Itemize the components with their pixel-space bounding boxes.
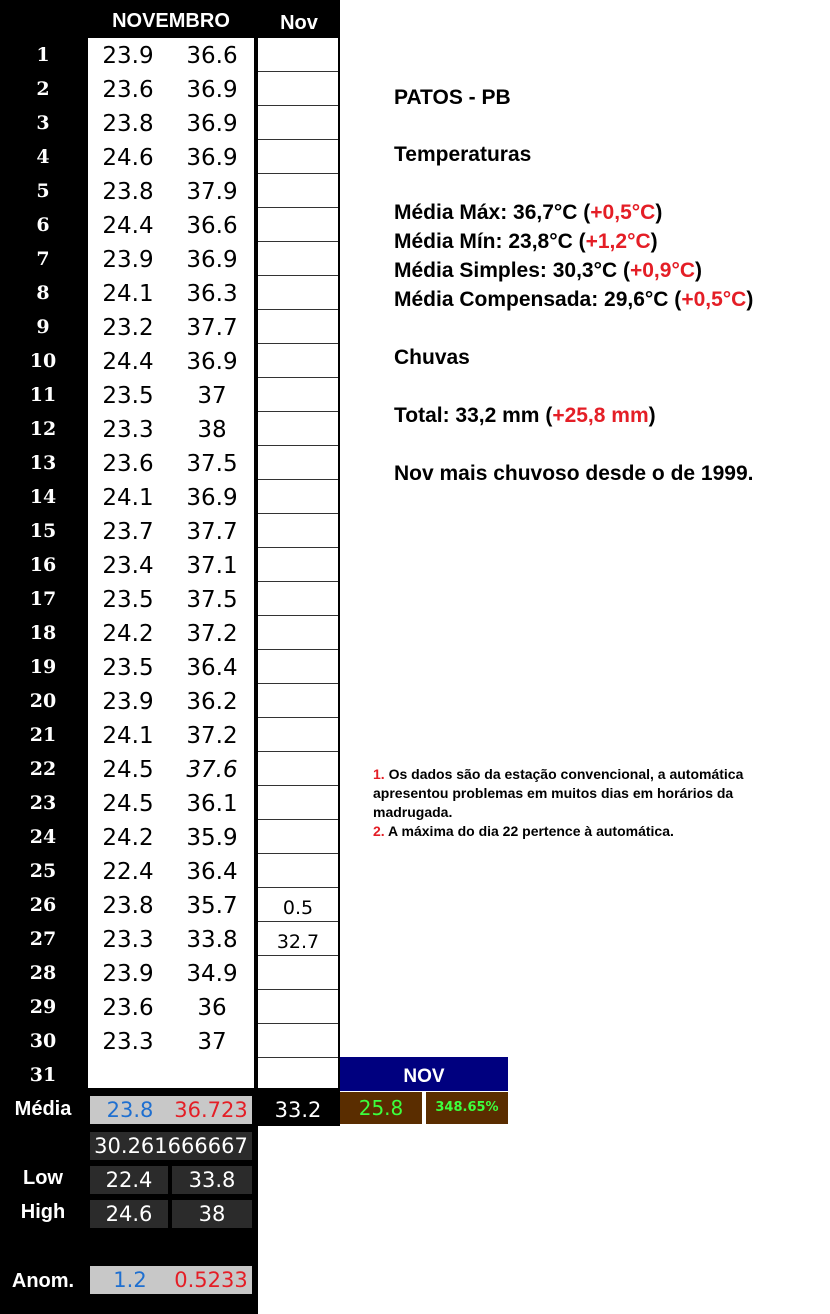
day-number: 17 xyxy=(29,588,57,610)
rain-value xyxy=(258,650,338,684)
max-temp: 36.6 xyxy=(186,213,238,239)
day-number: 1 xyxy=(36,44,50,66)
rain-value xyxy=(258,684,338,718)
min-temp: 23.6 xyxy=(102,451,154,477)
min-temp: 24.2 xyxy=(102,621,154,647)
max-temp: 33.8 xyxy=(186,927,238,953)
rain-value xyxy=(258,106,338,140)
anom-min: 1.2 xyxy=(90,1266,170,1294)
rain-value xyxy=(258,38,338,72)
max-temp: 36.9 xyxy=(186,247,238,273)
max-temp: 37 xyxy=(197,1029,227,1055)
min-temp: 23.6 xyxy=(102,995,154,1021)
day-number: 4 xyxy=(36,146,50,168)
max-temp: 36 xyxy=(197,995,227,1021)
max-temp: 37.7 xyxy=(186,519,238,545)
max-temp: 36.9 xyxy=(186,145,238,171)
nov-value: 25.8 xyxy=(340,1092,422,1124)
min-temp: 24.4 xyxy=(102,349,154,375)
min-temp: 24.1 xyxy=(102,281,154,307)
media-simples-line: Média Simples: 30,3°C (+0,9°C) xyxy=(394,259,703,282)
min-temp: 23.4 xyxy=(102,553,154,579)
rain-total: 33.2 xyxy=(274,1098,322,1122)
min-temp: 23.9 xyxy=(102,961,154,987)
rain-value xyxy=(258,174,338,208)
min-temp: 23.3 xyxy=(102,1029,154,1055)
day-number: 21 xyxy=(29,724,57,746)
max-temp: 37.6 xyxy=(186,757,238,783)
rain-value xyxy=(258,242,338,276)
high-min: 24.6 xyxy=(90,1200,168,1228)
rain-value xyxy=(258,616,338,650)
anom-max: 0.5233 xyxy=(170,1266,252,1294)
rain-value xyxy=(258,412,338,446)
day-number: 28 xyxy=(29,962,57,984)
rain-value xyxy=(258,548,338,582)
min-temp: 23.8 xyxy=(102,111,154,137)
day-number: 15 xyxy=(29,520,57,542)
rain-value xyxy=(258,378,338,412)
rain-value: 0.5 xyxy=(258,888,338,922)
day-number: 2 xyxy=(36,78,50,100)
rain-title: Chuvas xyxy=(394,346,470,369)
min-temp: 24.5 xyxy=(102,757,154,783)
low-label: Low xyxy=(23,1167,63,1189)
day-number: 22 xyxy=(29,758,57,780)
min-temp: 24.1 xyxy=(102,723,154,749)
day-number: 30 xyxy=(29,1030,57,1052)
min-temp: 24.5 xyxy=(102,791,154,817)
max-temp: 36.1 xyxy=(186,791,238,817)
high-max: 38 xyxy=(172,1200,252,1228)
min-temp: 23.5 xyxy=(102,587,154,613)
day-number: 23 xyxy=(29,792,57,814)
rain-value xyxy=(258,1024,338,1058)
min-temp: 23.2 xyxy=(102,315,154,341)
anom-label: Anom. xyxy=(11,1270,75,1292)
min-temp: 24.4 xyxy=(102,213,154,239)
rain-value xyxy=(258,752,338,786)
max-temp: 37.9 xyxy=(186,179,238,205)
day-number: 18 xyxy=(29,622,57,644)
rain-total-line: Total: 33,2 mm (+25,8 mm) xyxy=(394,404,656,427)
rain-header: Nov xyxy=(280,12,318,34)
day-number: 16 xyxy=(29,554,57,576)
rain-value xyxy=(258,718,338,752)
day-number: 3 xyxy=(36,112,50,134)
day-number: 5 xyxy=(36,180,50,202)
max-temp: 37 xyxy=(197,383,227,409)
rain-value xyxy=(258,786,338,820)
rain-value xyxy=(258,820,338,854)
rain-value xyxy=(258,480,338,514)
day-number: 19 xyxy=(29,656,57,678)
max-temp: 35.7 xyxy=(186,893,238,919)
rain-remark: Nov mais chuvoso desde o de 1999. xyxy=(394,462,754,485)
max-temp: 36.4 xyxy=(186,859,238,885)
min-temp: 23.9 xyxy=(102,689,154,715)
day-number: 14 xyxy=(29,486,57,508)
rain-value xyxy=(258,276,338,310)
media-max-line: Média Máx: 36,7°C (+0,5°C) xyxy=(394,201,663,224)
day-number: 29 xyxy=(29,996,57,1018)
day-number: 27 xyxy=(29,928,57,950)
day-number: 9 xyxy=(36,316,50,338)
rain-value xyxy=(258,72,338,106)
rain-column-edge xyxy=(338,0,340,1092)
day-number: 7 xyxy=(36,248,50,270)
note-2: 2. A máxima do dia 22 pertence à automática. xyxy=(373,823,674,839)
max-temp: 36.9 xyxy=(186,77,238,103)
rain-value xyxy=(258,990,338,1024)
rain-value xyxy=(258,310,338,344)
max-temp: 36.9 xyxy=(186,111,238,137)
rain-value xyxy=(258,514,338,548)
min-temp: 23.9 xyxy=(102,43,154,69)
rain-value xyxy=(258,1058,338,1092)
rain-value: 32.7 xyxy=(258,922,338,956)
rain-value xyxy=(258,446,338,480)
max-temp: 37.1 xyxy=(186,553,238,579)
max-temp: 36.4 xyxy=(186,655,238,681)
nov-label: NOV xyxy=(403,1066,445,1087)
min-temp: 23.3 xyxy=(102,417,154,443)
max-temp: 35.9 xyxy=(186,825,238,851)
day-number: 31 xyxy=(29,1064,57,1086)
nov-percent: 348.65% xyxy=(426,1092,508,1124)
rain-value xyxy=(258,140,338,174)
media-max: 36.723 xyxy=(170,1096,252,1124)
media-min: 23.8 xyxy=(90,1096,170,1124)
max-temp: 37.7 xyxy=(186,315,238,341)
min-temp: 22.4 xyxy=(102,859,154,885)
temperature-title: Temperaturas xyxy=(394,143,532,166)
min-temp: 24.1 xyxy=(102,485,154,511)
max-temp: 34.9 xyxy=(186,961,238,987)
max-temp: 36.2 xyxy=(186,689,238,715)
media-label: Média xyxy=(14,1098,72,1120)
high-label: High xyxy=(20,1201,66,1223)
media-compensada-line: Média Compensada: 29,6°C (+0,5°C) xyxy=(394,288,754,311)
rain-value xyxy=(258,582,338,616)
min-temp: 23.5 xyxy=(102,655,154,681)
max-temp xyxy=(170,1058,254,1092)
max-temp: 37.2 xyxy=(186,723,238,749)
min-temp: 23.9 xyxy=(102,247,154,273)
day-number: 13 xyxy=(29,452,57,474)
day-number: 11 xyxy=(29,384,57,406)
min-temp xyxy=(88,1058,168,1092)
day-number: 26 xyxy=(29,894,57,916)
day-number: 10 xyxy=(29,350,57,372)
min-temp: 23.8 xyxy=(102,179,154,205)
max-temp: 37.5 xyxy=(186,451,238,477)
min-temp: 23.5 xyxy=(102,383,154,409)
day-number: 25 xyxy=(29,860,57,882)
day-number: 20 xyxy=(29,690,57,712)
min-temp: 23.8 xyxy=(102,893,154,919)
note-1: 1. Os dados são da estação convencional, a automática apresentou problemas em muitos dias em horários da madrugada. xyxy=(373,766,744,820)
day-number: 24 xyxy=(29,826,57,848)
max-temp: 37.2 xyxy=(186,621,238,647)
day-number: 8 xyxy=(36,282,50,304)
min-temp: 24.2 xyxy=(102,825,154,851)
rain-value xyxy=(258,854,338,888)
station-name: PATOS - PB xyxy=(394,86,511,109)
min-temp: 23.7 xyxy=(102,519,154,545)
min-temp: 24.6 xyxy=(102,145,154,171)
media-min-line: Média Mín: 23,8°C (+1,2°C) xyxy=(394,230,658,253)
max-temp: 38 xyxy=(197,417,227,443)
max-temp: 36.6 xyxy=(186,43,238,69)
month-header: NOVEMBRO xyxy=(112,10,230,32)
max-temp: 36.9 xyxy=(186,349,238,375)
low-max: 33.8 xyxy=(172,1166,252,1194)
rain-value xyxy=(258,344,338,378)
max-temp: 36.9 xyxy=(186,485,238,511)
rain-value xyxy=(258,956,338,990)
day-number: 6 xyxy=(36,214,50,236)
media-simples: 30.261666667 xyxy=(90,1132,252,1160)
day-number: 12 xyxy=(29,418,57,440)
low-min: 22.4 xyxy=(90,1166,168,1194)
min-temp: 23.6 xyxy=(102,77,154,103)
min-temp: 23.3 xyxy=(102,927,154,953)
rain-value xyxy=(258,208,338,242)
max-temp: 36.3 xyxy=(186,281,238,307)
max-temp: 37.5 xyxy=(186,587,238,613)
